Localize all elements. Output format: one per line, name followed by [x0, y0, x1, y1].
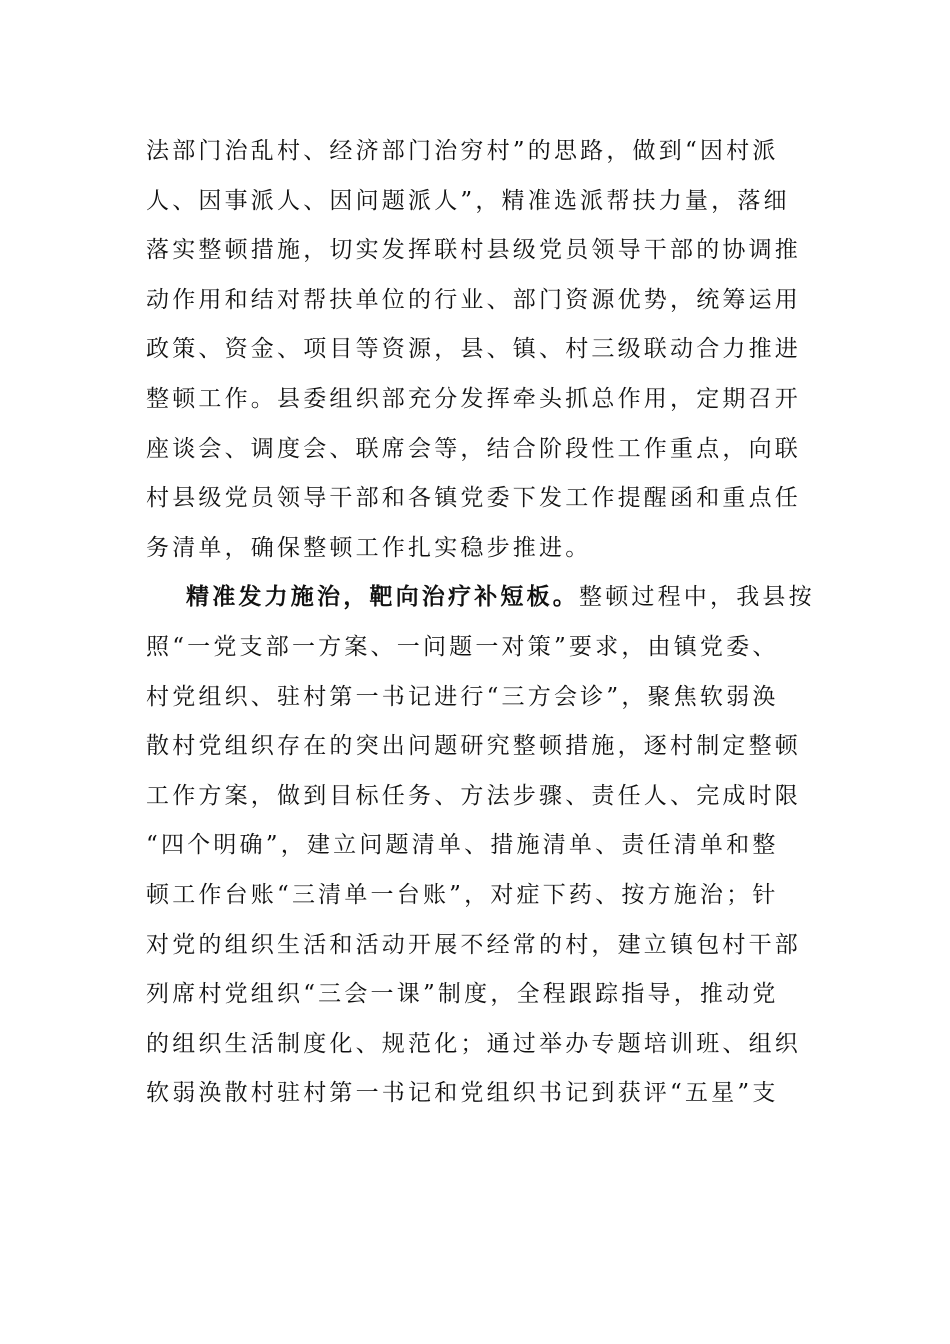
text-line: 村党组织、驻村第一书记进行“三方会诊”，聚焦软弱涣: [146, 683, 779, 710]
text-line: 法部门治乱村、经济部门治穷村”的思路，做到“因村派: [146, 138, 779, 164]
text-line: 落实整顿措施，切实发挥联村县级党员领导干部的协调推: [146, 237, 801, 264]
text-line: 务清单，确保整顿工作扎实稳步推进。: [146, 534, 592, 561]
text-line: 政策、资金、项目等资源，县、镇、村三级联动合力推进: [146, 336, 801, 363]
text-line: 人、因事派人、因问题派人”，精准选派帮扶力量，落细: [146, 187, 790, 214]
text-line: 村县级党员领导干部和各镇党委下发工作提醒函和重点任: [146, 485, 801, 512]
text-line: 的组织生活制度化、规范化；通过举办专题培训班、组织: [146, 1030, 801, 1057]
paragraph-first-line: [146, 573, 815, 623]
text-line: 散村党组织存在的突出问题研究整顿措施，逐村制定整顿: [146, 733, 801, 760]
text-line: 顿工作台账“三清单一台账”，对症下药、按方施治；针: [146, 881, 779, 908]
text-line: 照“一党支部一方案、一问题一对策”要求，由镇党委、: [146, 633, 779, 660]
text-line: 工作方案，做到目标任务、方法步骤、责任人、完成时限: [146, 782, 801, 809]
text-run: 整顿过程中，我县按: [579, 584, 815, 611]
text-line: 座谈会、调度会、联席会等，结合阶段性工作重点，向联: [146, 435, 801, 462]
body-text: [146, 127, 815, 1119]
text-line: 软弱涣散村驻村第一书记和党组织书记到获评“五星”支: [146, 1080, 779, 1107]
text-line: 列席村党组织“三会一课”制度，全程跟踪指导，推动党: [146, 981, 779, 1008]
text-line: “四个明确”，建立问题清单、措施清单、责任清单和整: [146, 832, 779, 859]
section-lead-heading: 精准发力施治，靶向治疗补短板。: [186, 584, 579, 611]
text-line: 动作用和结对帮扶单位的行业、部门资源优势，统筹运用: [146, 286, 801, 313]
text-line: 整顿工作。县委组织部充分发挥牵头抓总作用，定期召开: [146, 385, 801, 412]
text-line: 对党的组织生活和活动开展不经常的村，建立镇包村干部: [146, 931, 801, 958]
